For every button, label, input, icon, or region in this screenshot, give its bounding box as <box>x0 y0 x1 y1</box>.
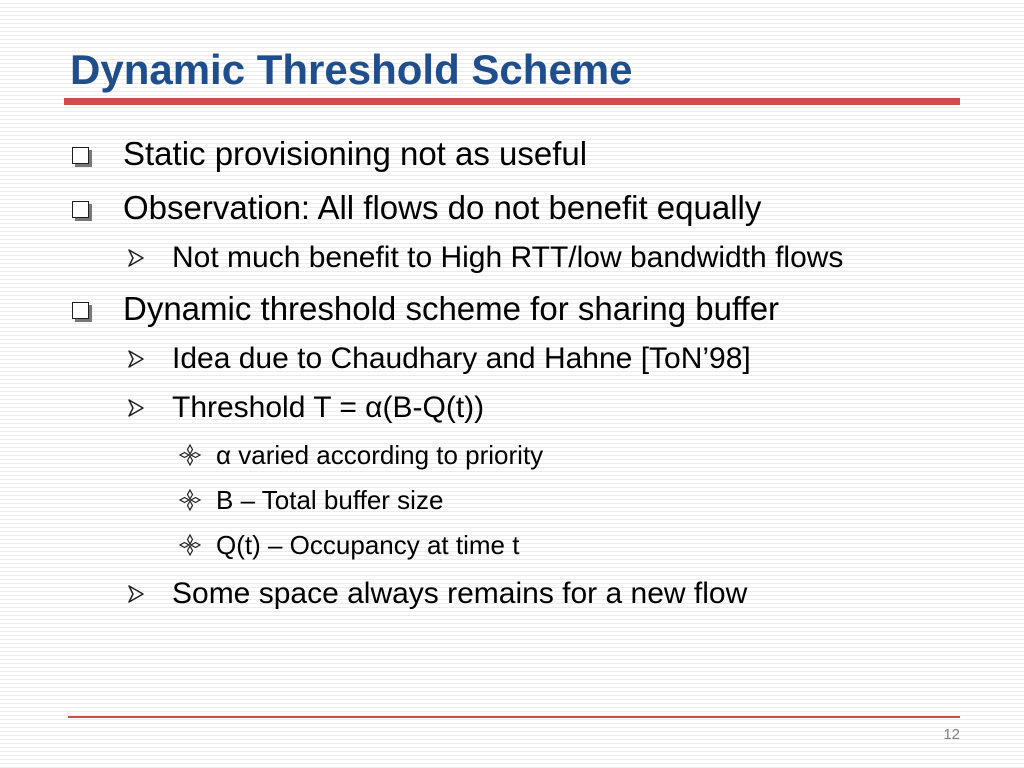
bullet-text: Dynamic threshold scheme for sharing buffer <box>123 290 780 327</box>
bullet-text: Q(t) – Occupancy at time t <box>216 529 520 560</box>
diamond-icon <box>178 488 202 512</box>
arrow-right-icon <box>124 583 146 605</box>
footer-rule <box>68 716 960 718</box>
bullet-text: Static provisioning not as useful <box>123 135 588 172</box>
diamond-icon <box>178 533 202 557</box>
bullet-item <box>72 186 761 230</box>
checkbox-square-icon <box>72 147 89 164</box>
bullet-item <box>178 527 519 563</box>
bullet-item <box>124 238 843 278</box>
bullet-item <box>72 287 779 331</box>
bullet-text: B – Total buffer size <box>216 484 444 515</box>
bullet-text: Idea due to Chaudhary and Hahne [ToN’98] <box>172 342 751 375</box>
bullet-item <box>124 339 751 379</box>
bullet-item <box>178 437 543 473</box>
bullet-text: Some space always remains for a new flow <box>172 577 748 610</box>
arrow-right-icon <box>124 397 146 419</box>
slide-title: Dynamic Threshold Scheme <box>70 46 633 93</box>
diamond-icon <box>178 443 202 467</box>
bullet-item <box>72 132 587 176</box>
bullet-text: Observation: All flows do not benefit equally <box>123 189 762 226</box>
bullet-item <box>124 574 747 614</box>
arrow-right-icon <box>124 348 146 370</box>
bullet-item <box>124 388 484 428</box>
bullet-item <box>178 482 443 518</box>
bullet-text: α varied according to priority <box>216 439 544 470</box>
bullet-text: Not much benefit to High RTT/low bandwidth flows <box>172 241 844 274</box>
checkbox-square-icon <box>72 302 89 319</box>
checkbox-square-icon <box>72 201 89 218</box>
arrow-right-icon <box>124 247 146 269</box>
page-number: 12 <box>943 726 960 743</box>
bullet-text: Threshold T = α(B-Q(t)) <box>172 391 485 424</box>
